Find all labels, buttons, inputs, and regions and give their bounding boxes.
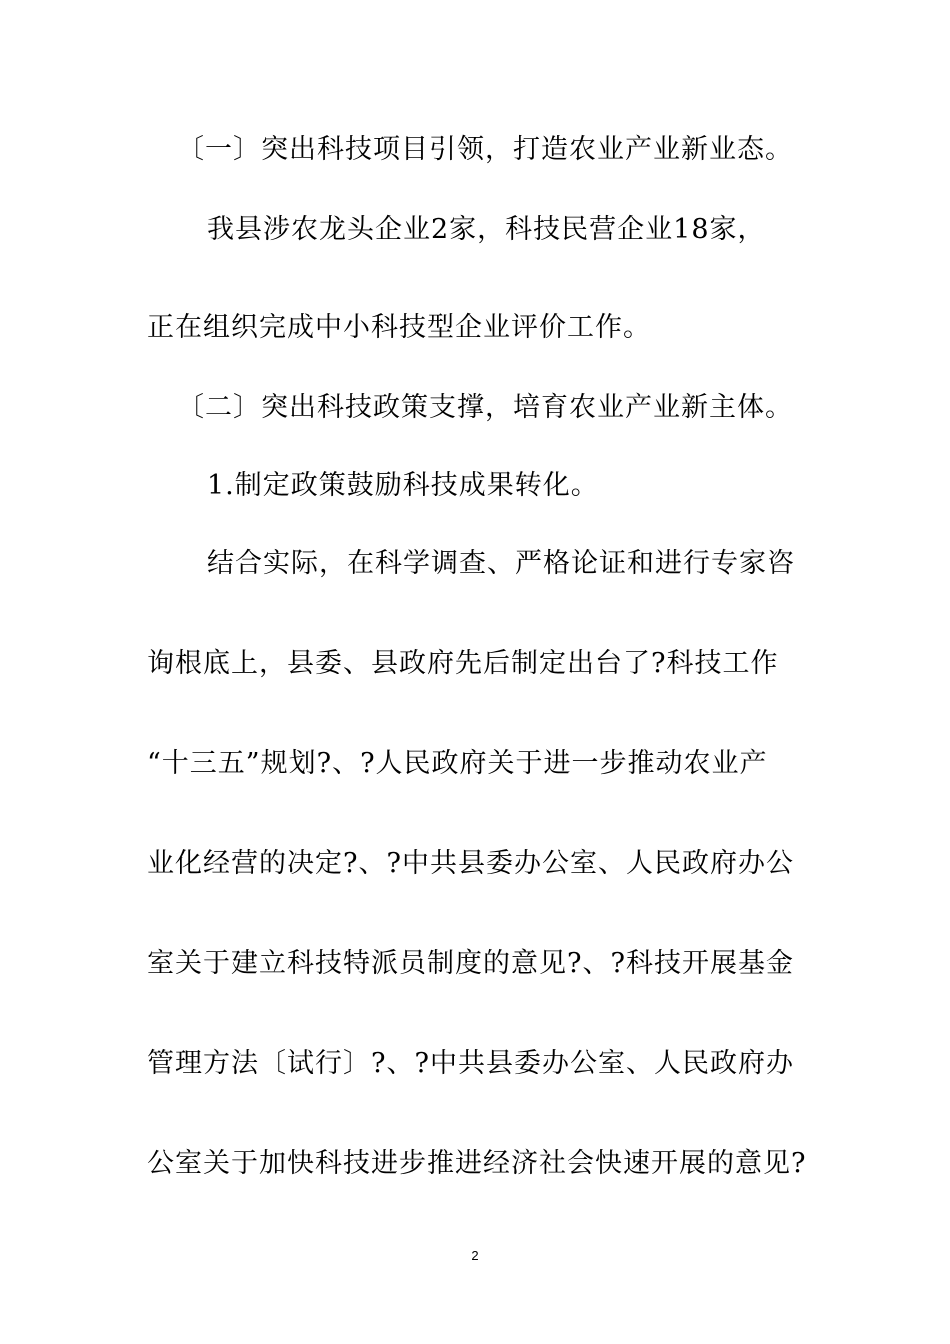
page-number: 2 bbox=[471, 1248, 479, 1263]
paragraph-line: 业化经营的决定?、?中共县委办公室、人民政府办公 bbox=[147, 848, 794, 879]
paragraph-line: 室关于建立科技特派员制度的意见?、?科技开展基金 bbox=[147, 948, 794, 979]
paragraph-line: 公室关于加快科技进步推进经济社会快速开展的意见? bbox=[147, 1148, 807, 1179]
section-heading-2: 〔二〕突出科技政策支撑，培育农业产业新主体。 bbox=[177, 392, 793, 423]
paragraph-line: 管理方法〔试行〕?、?中共县委办公室、人民政府办 bbox=[147, 1048, 794, 1079]
paragraph-line: 我县涉农龙头企业2家，科技民营企业18家， bbox=[207, 214, 766, 245]
paragraph-line: “十三五”规划?、?人民政府关于进一步推动农业产 bbox=[147, 748, 768, 779]
paragraph-line: 询根底上，县委、县政府先后制定出台了?科技工作 bbox=[147, 648, 779, 679]
subsection-heading: 1.制定政策鼓励科技成果转化。 bbox=[207, 470, 599, 501]
paragraph-line: 正在组织完成中小科技型企业评价工作。 bbox=[147, 312, 651, 343]
section-heading-1: 〔一〕突出科技项目引领，打造农业产业新业态。 bbox=[177, 134, 793, 165]
paragraph-line: 结合实际，在科学调查、严格论证和进行专家咨 bbox=[207, 548, 795, 579]
